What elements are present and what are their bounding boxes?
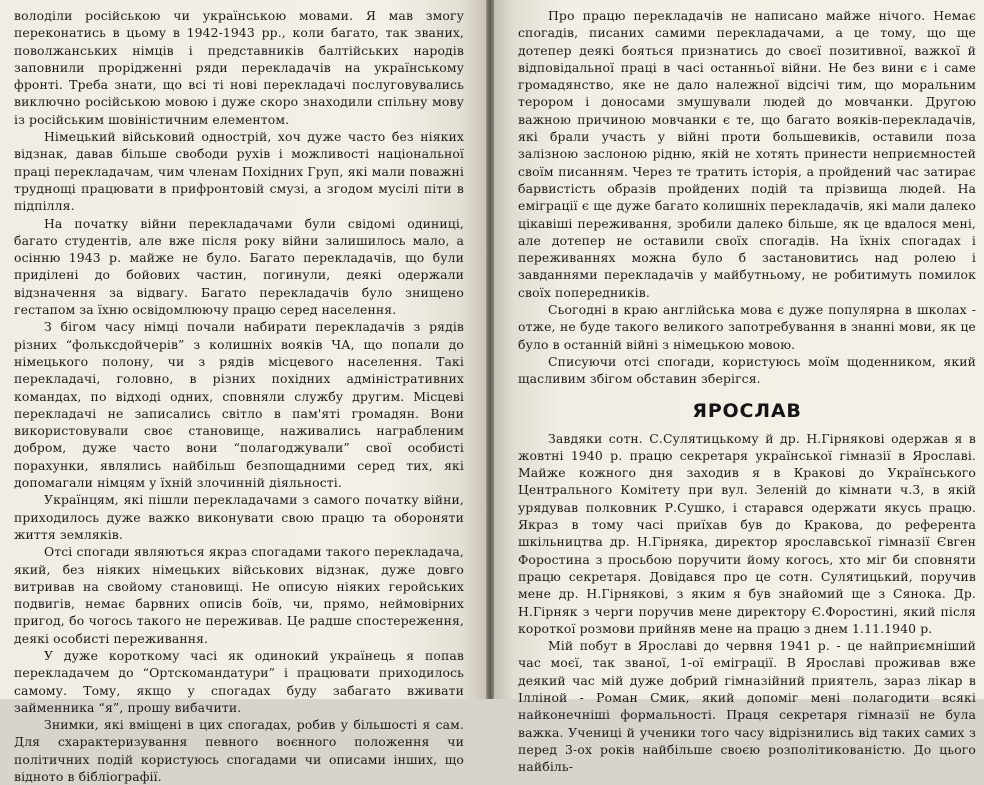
left-paragraph: Знимки, які вміщені в цих спогадах, робив у більшості я сам. Для схарактеризування певного воєнного положення чи політичних подій користуюсь спогадами чи описами інших, що відното в бібліографії.	[14, 717, 464, 785]
left-paragraph: володіли російською чи українською мовами. Я мав змогу переконатись в цьому в 1942-1943 рр., коли багато, так званих, поволжанських німців і представників балтійських народів заповнили прорідженні ряди перекладачів на українському фронті. Треба знати, що всі ті нові перекладачі послуговувались виключно російською мовою і дуже скоро знаходили спільну мову із російським шовіністичним елементом.	[14, 8, 464, 127]
right-paragraph: Списуючи отсі спогади, користуюсь моїм щоденником, який щасливим збігом обставин зберігся.	[518, 353, 976, 387]
left-paragraph: У дуже короткому часі як одинокий українець я попав перекладачем до “Ортскомандатури” і працювати приходилось самому. Тому, якщо у спогадах буду забагато вживати займенника “я”, прошу вибачити.	[14, 647, 464, 715]
book-gutter	[486, 0, 494, 699]
section-heading: ЯРОСЛАВ	[692, 399, 802, 422]
left-paragraph: З бігом часу німці почали набирати перекладачів з рядів різних “фольксдойчерів” з колишніх вояків ЧА, що попали до німецького полону, чи з рядів місцевого населення. Такі перекладачі, головно, в різних похідних адміністративних командах, по відході одних, сповняли службу другим. Місцеві перекладачі не записались світло в пам'яті громадян. Вони використовували своє становище, наживались награбленим добром, дуже часто вони “полагоджували” свої особисті порахунки, являлись найбільш безпощадними серед тих, які допомагали німцям у їхній злочинній діяльності.	[14, 319, 464, 491]
left-paragraph: Отсі спогади являються якраз спогадами такого перекладача, який, без ніяких німецьких військових відзнак, дуже довго витривав на свойому становищі. Не описую ніяких геройських подвигів, немає барвних описів боїв, чи, прямо, неймовірних пригод, бо чогось такого не переживав. Це радше спостереження, деякі особисті переживання.	[14, 544, 464, 646]
right-paragraph: Мій побут в Ярославі до червня 1941 р. - це найприємніший час моєї, так званої, 1-ої еміграції. В Ярославі проживав вже деякий час мій дуже добрий гімназійний приятель, зараз лікар в Ілліной - Роман Смик, який допоміг мені полагодити всякі найконечніші формальності. Праця секретаря гімназії не була важка. Учениці й ученики того часу відрізнились від таких самих з перед 3-ох років найбільше своєю розполітикованістю. До цього найбіль-	[518, 638, 976, 775]
left-paragraph: Німецький військовий однострій, хоч дуже часто без ніяких відзнак, давав більше свободи рухів і можливості національної праці перекладачам, чим членам Похідних Груп, які мали поважні труднощі працювати в прифронтовій смузі, а згодом мусілі піти в підпілля.	[14, 129, 464, 214]
left-paragraph: На початку війни перекладачами були свідомі одиниці, багато студентів, але вже після року війни залишилось мало, а осінню 1943 р. майже не було. Багато перекладачів, що були приділені до бойових частин, погинули, деякі одержали відзначення за відвагу. Багато перекладачів було знищено гестапом за їхню освідомлюючу працю серед населення.	[14, 215, 464, 318]
right-paragraph: Завдяки сотн. С.Сулятицькому й др. Н.Гірнякові одержав я в жовтні 1940 р. працю секретаря української гімназії в Ярославі. Майже кожного дня заходив я в Кракові до Українського Центрального Комітету при вул. Зеленій до кімнати ч.3, в якій урядував полковник Р.Сушко, і старався одержати якусь працю. Якраз в тому часі приїхав був до Кракова, до референта шкільництва др. Н.Гірняка, директор ярославської гімназії Євген Форостина з просьбою поручити йому когось, хто міг би сповняти працю секретаря. Довідався про це сотн. Сулятицький, поручив мене др. Н.Гірнякові, з яким я був знайомий ще з Сянока. Др. Н.Гірняк з черги поручив мене директору Є.Форостині, який після короткої розмови прийняв мене на працю з днем 1.11.1940 р.	[518, 430, 976, 636]
right-paragraph: Про працю перекладачів не написано майже нічого. Немає спогадів, писаних самими перекладачами, а це тому, що ще дотепер деякі бояться признатись до своєї позитивної, важкої й відповідальної праці в часі останньої війни. Не без вини є і саме громадянство, яке не дало належної відсічі тим, що моральним терором і доносами змушували людей до мовчанки. Другою важною причиною мовчанки є те, що багато вояків-перекладачів, які брали участь у війні проти большевиків, оставили поза залізною заслоною рідню, якій не хотять принести неприємностей своїм писанням. Через те тратить історія, а пройдений час затирає барвистість образів пройдених подій та прізвища людей. На еміграції є ще дуже багато колишніх перекладачів, які мали далеко цікавіші переживання, зробили далеко більше, як це вдалося мені, але дотепер не оставили своїх спогадів. На їхніх спогадах і переживаннях можна було б застановитись над ролею і завданнями перекладачів у майбутньому, не робитимуть помилок своїх попередників.	[518, 8, 976, 300]
left-page	[0, 0, 486, 785]
left-paragraph: Українцям, які пішли перекладачами з самого початку війни, приходилось дуже важко виконувати свою працю та обороняти життя земляків.	[14, 492, 464, 542]
right-paragraph: Сьогодні в краю англійська мова є дуже популярна в школах - отже, не буде такого великого запотребування в знанні мови, як це було в останній війні з німецькою мовою.	[518, 302, 976, 352]
right-page	[494, 0, 984, 775]
